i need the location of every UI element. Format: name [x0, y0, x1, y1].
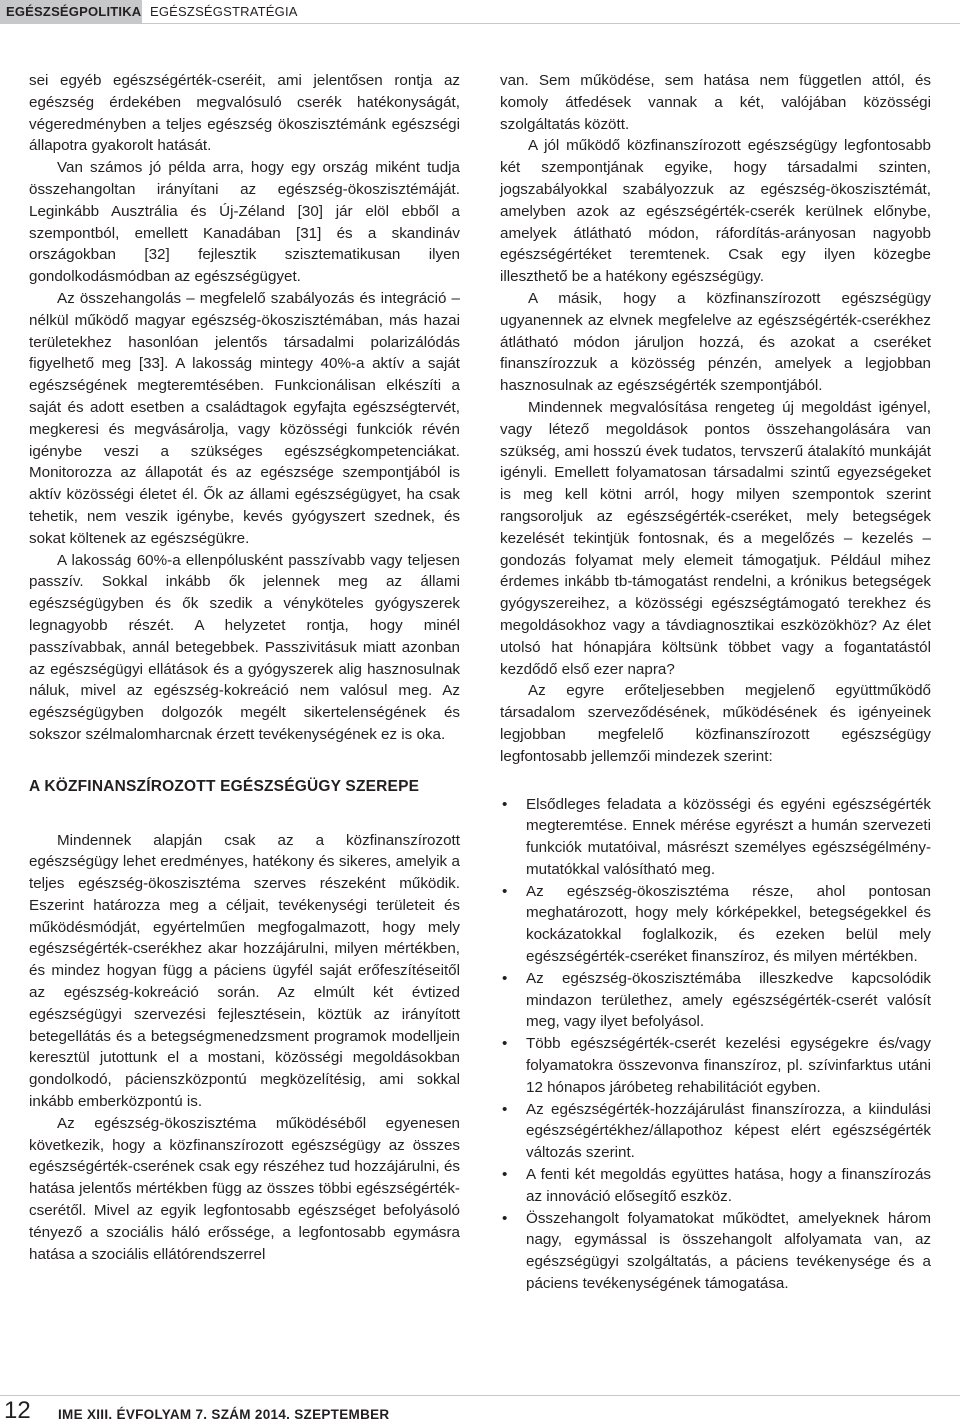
paragraph: Van számos jó példa arra, hogy egy ország miként tudja összehangoltan irányítani az egészség-ökoszisztémáját. Leginkább Ausztrália és Új-Zéland [30] jár elöl ebből a szempontból, emellett Kanadában [31] és a skandináv országokban [32] fejlesztik szisztematikusan ilyen gondolkodásmódban az egészségügyet.: [29, 159, 460, 286]
paragraph: Az egészség-ökoszisztéma működéséből egyenesen következik, hogy a közfinanszírozott egészségügy az összes egészségérték-cserének csak egy részéhez tud hozzájárulni, és hatása jelentős mértékben függ az összes többi egészségérték-cserétől. Mivel az egyik legfontosabb egészséget befolyásoló tényező a szociális háló erőssége, a legfontosabb egymásra hatása a szociális ellátórendszerrel: [29, 1114, 460, 1263]
issue-label: IME XIII. ÉVFOLYAM 7. SZÁM 2014. SZEPTEMBER: [58, 1407, 390, 1422]
header-divider: [142, 23, 960, 24]
footer-divider: [0, 1395, 960, 1396]
list-item: • Az egészségérték-hozzájárulást finanszírozza, a kiindulási egészségértékhez/állapothoz képest elért egészségérték változás szerint.: [500, 1099, 931, 1164]
paragraph: A lakosság 60%-a ellenpólusként passzívabb vagy teljesen passzív. Sokkal inkább ők jelennek meg az állami egészségügyben és ők szedik a vényköteles gyógyszerek legnagyobb részét. A helyzetet rontja, hogy minél passzívabbak, annál betegebbek. Passzivitásuk miatt azonban az egészségügyi ellátások és a gyógyszerek alig hasznosulnak náluk, mivel az egészség-kokreáció nem valósul meg. Az egészségügyben dolgozók megélt sikertelenségének és sokszor szélmalomharcnak érzett tevékenységének ez is oka.: [29, 551, 460, 743]
paragraph: Az összehangolás – megfelelő szabályozás és integráció – nélkül működő magyar egészség-ökoszisztémában, más hazai területekhez hasonlóan jelentős társadalmi polarizálódás figyelhető meg [33]. A lakosság mintegy 40%-a aktív a saját egészségének megteremtésében. Funkcionálisan elkészíti a saját és adott esetben a családtagok egyfajta egészségtervét, megkeresi és megvásárolja, vagy közösségi funkciók révén igénybe veszi a szükséges egészségkompetenciákat. Monitorozza az állapotát és az egészsége szempontjából is aktív közösségi életet él. Ők az állami egészségügyet, ha csak tehetik, nem veszik igénybe, kevés gyógyszert szednek, és sokat költenek az egészségükre.: [29, 289, 460, 547]
page-header: [0, 0, 960, 24]
paragraph: Mindennek alapján csak az a közfinanszírozott egészségügy lehet eredményes, hatékony és sikeres, amelyik a teljes egészség-ökoszisztéma szerves részeként működik. Eszerint határozza meg a céljait, tevékenységi területeit és működésmódját, egyértelműen megfogalmazott, hogy mely egészségérték-cserékhez akar hozzájárulni, milyen mértékben, és mindez hogyan függ a páciens ügyfél saját erőfeszítéseitől az egészség-kokreáció során. Az elmúlt két évtized egészségügyi szervezési fejlesztésein, köztük az irányított betegellátás és a betegségmenedzsment programok modelljein keresztül jutottunk el a mostani, közösségi megoldásokban gondolkodó, pácienszközpontú megközelítésig, ami sokkal inkább emberközpontú is.: [29, 831, 460, 1111]
bullet-list: [500, 794, 931, 1295]
page-number: 12: [4, 1397, 31, 1424]
paragraph: van. Sem működése, sem hatása nem független attól, és komoly átfedések vannak a két, valójában közösségi szolgáltatás között.: [500, 72, 931, 133]
paragraph: Mindennek megvalósítása rengeteg új megoldást igényel, vagy létező megoldások pontos összehangolására van szükség, ami hosszú évek tudatos, tervszerű átalakító munkáját igényli. Emellett folyamatosan társadalmi szintű egyezségeket is meg kell kötni arról, hogy milyen szempontok szerint rangsoroljuk az egészségérték-cseréket, mely betegségek kezelését tekintjük fontosnak, és a megelőzés – kezelés – gondozás folyamat mely elemeit támogatjuk. Például mihez érdemes inkább tb-támogatást rendelni, a krónikus betegségek gyógyszereihez, a közösségi egészségtámogató terekhez és megoldásokhoz vagy a távdiagnosztikai eszközökhöz? Az élet utolsó hat hónapjára költsünk többet vagy a fogantatástól kezdődő első ezer napra?: [500, 398, 931, 678]
list-item: • Az egészség-ökoszisztémába illeszkedve kapcsolódik mindazon területhez, amely egészségérték-cserét valósít meg, vagy ilyet befolyásol.: [500, 968, 931, 1033]
list-item: • Több egészségérték-cserét kezelési egységekre és/vagy folyamatokra összevonva finanszíroz, pl. szívinfarktus utáni 12 hónapos járóbeteg rehabilitációt egyben.: [500, 1033, 931, 1098]
list-item: • Összehangolt folyamatokat működtet, amelyeknek három nagy, egymással is összehangolt alfolyamata van, az egészségügyi szolgáltatás, a páciens tevékenysége és a páciens tevékenységének támogatása.: [500, 1208, 931, 1295]
left-column: [29, 70, 460, 1265]
paragraph: Az egyre erőteljesebben megjelenő együttműködő társadalom szerveződésének, működésének és igényeinek legjobban megfelelő közfinanszírozott egészségügy legfontosabb jellemzői mindezek szerint:: [500, 682, 931, 765]
header-section-label: EGÉSZSÉGPOLITIKA: [0, 0, 142, 24]
header-subsection-label: EGÉSZSÉGSTRATÉGIA: [142, 0, 960, 24]
right-column: [500, 70, 931, 1295]
list-item: • Az egészség-ökoszisztéma része, ahol pontosan meghatározott, hogy mely kórképekkel, betegségekkel és kockázatokkal foglalkozik, és ezeken belül mely egészségérték-cseréket finanszíroz, és milyen mértékben.: [500, 881, 931, 968]
list-item: • A fenti két megoldás együttes hatása, hogy a finanszírozás az innováció elősegítő eszköz.: [500, 1164, 931, 1208]
paragraph: sei egyéb egészségérték-cseréit, ami jelentősen rontja az egészség érdekében megvalósuló cserék hatékonyságát, végeredményben a teljes egészség ökoszisztémánk egészségi állapotra gyakorolt hatását.: [29, 72, 460, 155]
list-item: • Elsődleges feladata a közösségi és egyéni egészségérték megteremtése. Ennek mérése egyrészt a humán szervezeti funkciók mutatóival, másrészt személyes egészségélmény-mutatókkal valósítható meg.: [500, 794, 931, 881]
paragraph: A jól működő közfinanszírozott egészségügy legfontosabb két szempontjának egyike, hogy társadalmi szinten, jogszabályokkal szabályozzuk az egészség-ökoszisztémát, amelyben azok az egészségérték-cserék kerülnek előnybe, amelyek átlátható módon, ráfordítás-arányosan nagyobb egészségértéket teremtenek. Csak egy ilyen közegbe illeszthető be a hatékony egészségügy.: [500, 137, 931, 286]
paragraph: A másik, hogy a közfinanszírozott egészségügy ugyanennek az elvnek megfelelve az egészségérték-cserékhez átlátható módon járuljon hozzá, és azokat a cseréket finanszírozzuk a közösség pénzén, amelyek a legjobban hasznosulnak az egészségérték szempontjából.: [500, 289, 931, 395]
page-footer: [0, 1395, 960, 1423]
section-heading: A KÖZFINANSZÍROZOTT EGÉSZSÉGÜGY SZEREPE: [29, 777, 420, 795]
